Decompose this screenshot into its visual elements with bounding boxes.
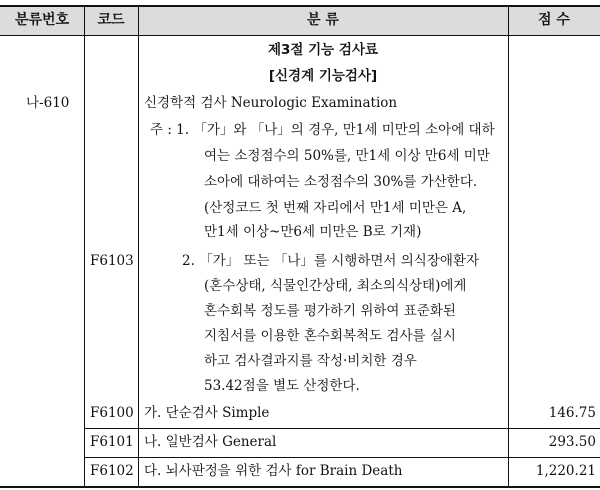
header-classification: 분 류 (307, 12, 339, 28)
category-number: 나-610 (26, 95, 70, 111)
section-subtitle: [신경계 기능검사] (268, 68, 378, 84)
col-divider (84, 5, 85, 488)
row-code: F6100 (90, 405, 134, 421)
row-score: 146.75 (548, 405, 596, 421)
row-score: 293.50 (548, 434, 596, 450)
note-2-line: (혼수상태, 식물인간상태, 최소의식상태)에게 (204, 278, 467, 294)
main-item-name: 신경학적 검사 Neurologic Examination (144, 95, 398, 111)
row-divider (84, 457, 600, 458)
note-1-line: (산정코드 첫 번째 자리에서 만1세 미만은 A, (204, 200, 467, 216)
note-1-line: 소아에 대하여는 소정점수의 30%를 가산한다. (204, 174, 478, 190)
note-2-line: 하고 검사결과지를 작성·비치한 경우 (204, 353, 417, 369)
note-2-line: 2. 「가」 또는 「나」를 시행하면서 의식장애환자 (182, 253, 479, 269)
note-2-code: F6103 (90, 253, 134, 269)
bottom-border (0, 486, 600, 488)
note-2-line: 지침서를 이용한 혼수회복척도 검사를 실시 (204, 328, 456, 344)
top-border (0, 5, 600, 7)
note-1-line: 만1세 이상~만6세 미만은 B로 기재) (204, 224, 422, 240)
row-divider (84, 428, 600, 429)
note-2-line: 혼수회복 정도를 평가하기 위하여 표준화된 (204, 303, 456, 319)
header-score: 점 수 (538, 12, 570, 28)
note-2-line: 53.42점을 별도 산정한다. (204, 378, 360, 394)
header-code: 코드 (97, 12, 125, 28)
header-bottom-border (0, 35, 600, 36)
row-code: F6102 (90, 463, 134, 479)
header-category-number: 분류번호 (14, 12, 70, 28)
row-label: 나. 일반검사 General (144, 434, 277, 450)
section-title: 제3절 기능 검사료 (267, 42, 379, 58)
row-label: 가. 단순검사 Simple (144, 405, 270, 421)
row-score: 1,220.21 (535, 463, 596, 479)
note-1-line: 여는 소정점수의 50%를, 만1세 이상 만6세 미만 (204, 148, 490, 164)
note-1-line: 주 : 1. 「가」와 「나」의 경우, 만1세 미만의 소아에 대하 (150, 122, 495, 138)
row-label: 다. 뇌사판정을 위한 검사 for Brain Death (144, 463, 403, 479)
row-code: F6101 (90, 434, 134, 450)
